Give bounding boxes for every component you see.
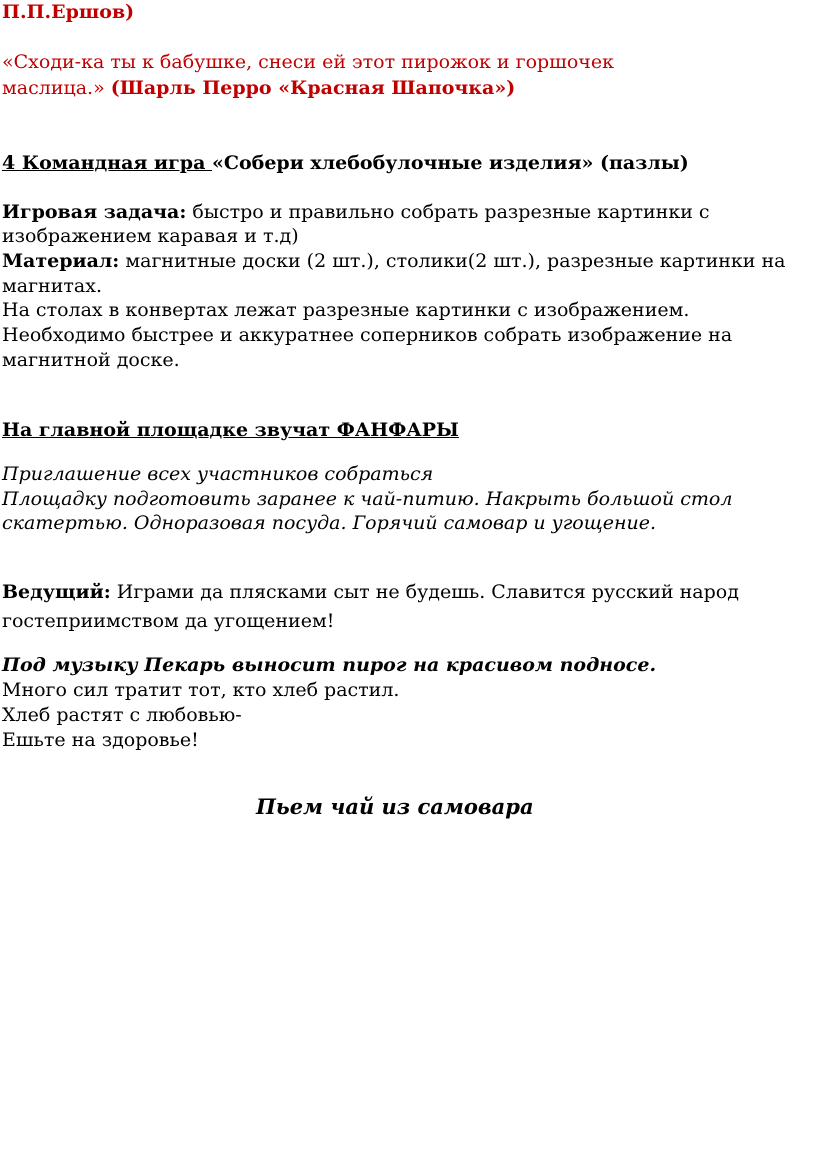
game-heading-number: 4 Командная игра <box>2 152 212 174</box>
host-line-1 <box>2 580 739 604</box>
fanfare-line-2: Площадку подготовить заранее к чай-питию. Накрыть большой стол <box>2 488 733 510</box>
quote-source: (Шарль Перро «Красная Шапочка») <box>110 77 516 99</box>
baker-stage-direction: Под музыку Пекарь выносит пирог на красивом подносе. <box>2 654 657 676</box>
verse-line-3: Ешьте на здоровье! <box>2 729 199 751</box>
host-label: Ведущий: <box>2 581 111 603</box>
verse-line-1: Много сил тратит тот, кто хлеб растил. <box>2 679 400 701</box>
task-label: Игровая задача: <box>2 201 187 223</box>
task-text: быстро и правильно собрать разрезные картинки с <box>186 201 710 223</box>
quote-line-2 <box>2 76 515 100</box>
fanfare-heading: На главной площадке звучат ФАНФАРЫ <box>2 419 459 441</box>
host-line-2: гостеприимством да угощением! <box>2 610 335 632</box>
finale-title: Пьем чай из самовара <box>256 794 534 819</box>
quote-end: маслица.» <box>2 77 105 99</box>
fanfare-line-3: скатертью. Одноразовая посуда. Горячий самовар и угощение. <box>2 512 657 534</box>
verse-line-2: Хлеб растят с любовью- <box>2 704 242 726</box>
quote-line-1: «Сходи-ка ты к бабушке, снеси ей этот пирожок и горшочек <box>2 51 614 73</box>
game-heading-title: «Собери хлебобулочные изделия» (пазлы) <box>212 152 689 174</box>
task-line-1 <box>2 200 710 224</box>
material-line-2: магнитах. <box>2 275 102 297</box>
material-text: магнитные доски (2 шт.), столики(2 шт.), разрезные картинки на <box>119 250 786 272</box>
task-line-2: изображением каравая и т.д) <box>2 225 299 247</box>
description-line-2: Необходимо быстрее и аккуратнее соперников собрать изображение на <box>2 324 733 346</box>
author-line: П.П.Ершов) <box>2 1 135 23</box>
material-line-1 <box>2 249 786 273</box>
game-heading <box>2 151 689 175</box>
fanfare-line-1: Приглашение всех участников собраться <box>2 463 434 485</box>
description-line-3: магнитной доске. <box>2 349 180 371</box>
description-line-1: На столах в конвертах лежат разрезные картинки с изображением. <box>2 299 690 321</box>
material-label: Материал: <box>2 250 120 272</box>
host-text: Играми да плясками сыт не будешь. Славится русский народ <box>110 581 739 603</box>
